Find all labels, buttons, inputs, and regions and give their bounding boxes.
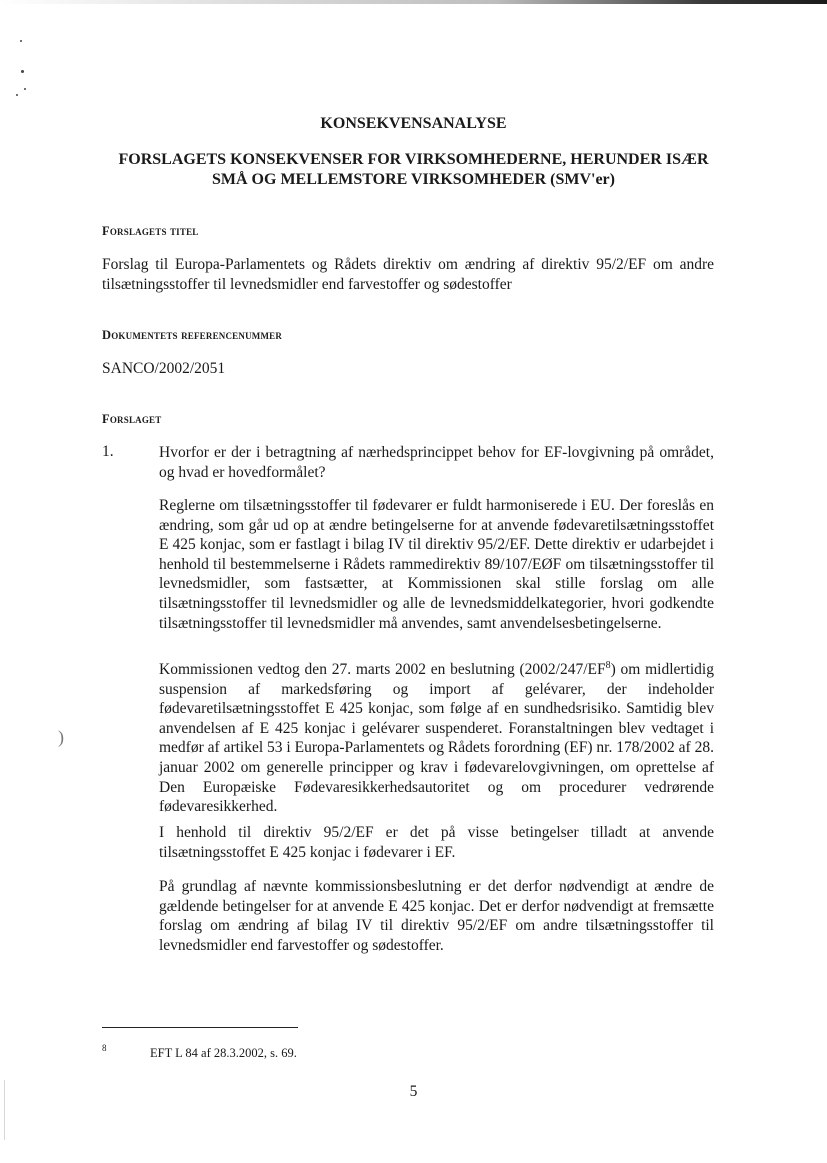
paragraph <box>159 660 714 817</box>
scan-mark: ) <box>58 727 64 747</box>
item-number: 1. <box>102 443 114 460</box>
scan-speck <box>24 88 26 90</box>
paragraph: Reglerne om tilsætningsstoffer til fødevarer er fuldt harmoniserede i EU. Der foreslås en ændring, som går ud op at ændre betingelserne for at anvende fødevaretilsætningsstoffet E 425 konjac, som er fastlagt i bilag IV til direktiv 95/2/EF. Dette direktiv er udarbejdet i henhold til bestemmelserne i Rådets rammedirektiv 89/107/EØF om tilsætningsstoffer til levnedsmidler, som fastsætter, at Kommissionen skal stille forslag om alle tilsætningsstoffer til levnedsmidler og alle de levnedsmiddelkategorier, hvori godkendte tilsætningsstoffer til levnedsmidler må anvendes, samt anvendelsesbetingelserne. <box>159 497 714 632</box>
section-heading-title: Forslagets titel <box>102 224 199 238</box>
section-heading-proposal: Forslaget <box>102 412 162 426</box>
footnote-divider <box>102 1027 298 1028</box>
scan-speck <box>20 40 22 42</box>
reference-number: SANCO/2002/2051 <box>102 360 226 377</box>
question-text: Hvorfor er der i betragtning af nærhedsprincippet behov for EF-lovgivning på området, og hvad er hovedformålet? <box>159 444 714 481</box>
document-subtitle <box>0 150 827 190</box>
page-number: 5 <box>409 1083 418 1100</box>
footnote-reference: 8 <box>605 659 611 671</box>
document-title: KONSEKVENSANALYSE <box>320 115 507 132</box>
subtitle-line: FORSLAGETS KONSEKVENSER FOR VIRKSOMHEDERNE, HERUNDER ISÆR <box>118 151 709 168</box>
scan-edge <box>0 0 827 4</box>
subtitle-line: SMÅ OG MELLEMSTORE VIRKSOMHEDER (SMV'er) <box>212 171 615 188</box>
paragraph: På grundlag af nævnte kommissionsbeslutning er det derfor nødvendigt at ændre de gældende betingelser for at anvende E 425 konjac. Det er derfor nødvendigt at fremsætte forslag om ændring af bilag IV til direktiv 95/2/EF om andre tilsætningsstoffer til levnedsmidler end farvestoffer og sødestoffer. <box>159 878 714 954</box>
paragraph: I henhold til direktiv 95/2/EF er det på visse betingelser tilladt at anvende tilsætningsstoffet E 425 konjac i fødevarer i EF. <box>159 824 714 861</box>
paragraph-text: Kommissionen vedtog den 27. marts 2002 en beslutning (2002/247/EF <box>159 661 606 678</box>
footnote-text: EFT L 84 af 28.3.2002, s. 69. <box>150 1046 297 1060</box>
paragraph-text: ) om midlertidig suspension af markedsføring og import af gelévarer, der indeholder fødevaretilsætningsstoffet E 425 konjac, som følge af en sundhedsrisiko. Samtidig blev anvendelsen af E 425 konjac i gelévarer suspenderet. Foranstaltningen blev vedtaget i medfør af artikel 53 i Europa-Parlamentets og Rådets forordning (EF) nr. 178/2002 af 28. januar 2002 om generelle principper og krav i fødevarelovgivningen, om oprettelse af Den Europæiske Fødevaresikkerhedsautoritet og om procedurer vedrørende fødevaresikkerhed. <box>159 661 714 816</box>
proposal-title: Forslag til Europa-Parlamentets og Rådets direktiv om ændring af direktiv 95/2/EF om andre tilsætningsstoffer til levnedsmidler end farvestoffer og sødestoffer <box>102 256 714 293</box>
section-heading-reference: Dokumentets referencenummer <box>102 328 283 342</box>
scan-speck <box>16 94 18 96</box>
scan-speck <box>21 70 24 73</box>
footnote-marker: 8 <box>102 1043 107 1053</box>
